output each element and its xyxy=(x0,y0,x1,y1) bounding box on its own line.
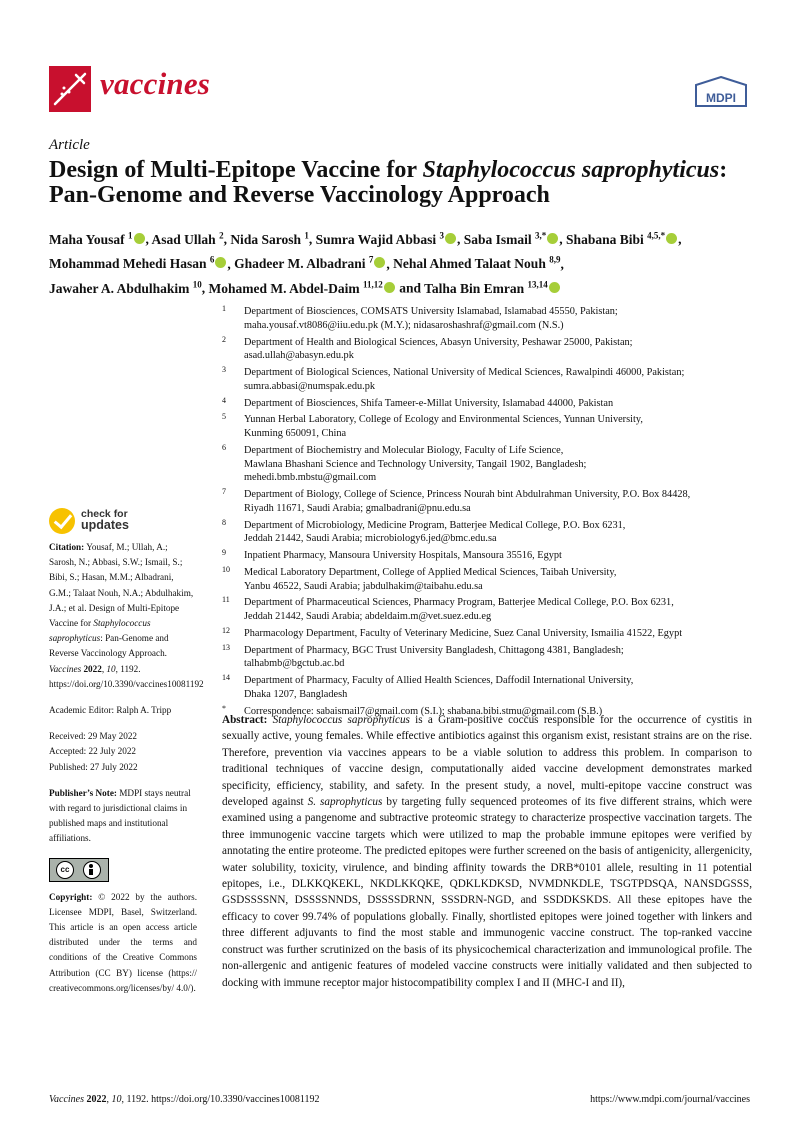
affiliation-number: 9 xyxy=(222,548,226,557)
author-affiliation-sup: 1 xyxy=(128,230,133,240)
author-affiliation-sup: 8,9 xyxy=(549,254,561,265)
author-name: Sumra Wajid Abbasi xyxy=(315,231,437,247)
citation-species: Staphylococcus saprophyticus xyxy=(49,618,151,644)
affiliation-line: Yunnan Herbal Laboratory, College of Ecology and Environmental Sciences, Yunnan University, xyxy=(244,414,643,426)
abstract-text1: is a Gram-positive coccus responsible for the occurrence of cystitis in sexually active, young females. While effective antibiotics against this organism exist, resistant strains are on the rise. Therefore, prevention via vaccines appears to be a viable solution to address this problem. In comparison to traditional techniques of vaccine design, computationally aided vaccine development demonstrates marked specificity, efficiency, stability, and safety. In the present study, a novel, multi-epitope vaccine construct was developed against xyxy=(222,714,753,809)
affiliation-item xyxy=(222,674,762,701)
affiliation-number: 12 xyxy=(222,625,230,635)
publisher-name: MDPI xyxy=(706,91,736,105)
title-part1: Design of Multi-Epitope Vaccine for xyxy=(49,157,423,183)
affiliations xyxy=(222,305,762,721)
affiliation-line: Department of Biological Sciences, National University of Medical Sciences, Rawalpindi 46000, Pakistan; xyxy=(244,367,685,378)
affiliation-item xyxy=(222,336,762,363)
affiliation-number: 14 xyxy=(222,673,230,683)
footer-citation: Vaccines 2022, 10, 1192. https://doi.org/10.3390/vaccines10081192 xyxy=(49,1094,320,1105)
author-name: Shabana Bibi xyxy=(566,231,644,247)
publisher-note-label: Publisher’s Note: xyxy=(49,787,117,798)
author-affiliation-sup: 11,12 xyxy=(363,279,383,289)
affiliation-item xyxy=(222,366,762,393)
copyright-label: Copyright: xyxy=(49,891,93,902)
affiliation-item xyxy=(222,413,762,440)
affiliation-number: 11 xyxy=(222,595,230,605)
sidebar xyxy=(49,540,204,996)
affiliation-line: Department of Biochemistry and Molecular Biology, Faculty of Life Science, xyxy=(244,444,564,456)
footer-journal-url[interactable]: https://www.mdpi.com/journal/vaccines xyxy=(590,1094,750,1105)
copyright xyxy=(49,890,197,996)
affiliation-number: 8 xyxy=(222,517,226,527)
affiliation-item xyxy=(222,644,762,671)
cc-icon: cc xyxy=(56,861,74,879)
cc-by-license-logo[interactable] xyxy=(49,858,109,882)
publisher-note xyxy=(49,786,197,847)
author-affiliation-sup: 13,14 xyxy=(527,279,548,289)
footer-doi-link[interactable]: , 1192. https://doi.org/10.3390/vaccines10081192 xyxy=(121,1094,320,1105)
author-name: Ghadeer M. Albadrani xyxy=(234,256,366,271)
publisher-note-text: MDPI stays neutral with regard to jurisdictional claims in published maps and institutional affiliations. xyxy=(49,787,191,844)
author[interactable] xyxy=(49,281,202,296)
author[interactable] xyxy=(152,232,224,247)
author-name: Jawaher A. Abdulhakim xyxy=(49,280,190,296)
affiliation-number: 3 xyxy=(222,365,226,374)
affiliation-line: maha.yousaf.vt8086@iiu.edu.pk (M.Y.); nidasaroshashraf@gmail.com (N.S.) xyxy=(244,319,564,331)
affiliation-line: Department of Biosciences, Shifa Tameer-e-Millat University, Islamabad 44000, Pakistan xyxy=(244,397,614,409)
affiliation-line: Jeddah 21442, Saudi Arabia; microbiology6.jed@bmc.edu.sa xyxy=(244,533,497,545)
received-date: Received: 29 May 2022 xyxy=(49,731,138,742)
affiliation-line: Medical Laboratory Department, College of Applied Medical Sciences, Taibah University, xyxy=(244,566,617,578)
author-name: Nehal Ahmed Talaat Nouh xyxy=(393,256,546,271)
citation-label: Citation: xyxy=(49,542,85,552)
affiliation-number: 5 xyxy=(222,412,226,422)
affiliation-number: 2 xyxy=(222,334,226,344)
author[interactable] xyxy=(49,232,146,247)
orcid-icon[interactable] xyxy=(384,282,395,293)
journal-name: vaccines xyxy=(100,66,211,101)
citation-text: Yousaf, M.; Ullah, A.; Sarosh, N.; Abbasi, S.W.; Ismail, S.; Bibi, S.; Hasan, M.M.; Albadrani, G.M.; Talaat Nouh, N.A.; Abdulhakim, J.A.; et al. Design of Multi-Epitope Vaccine for xyxy=(49,542,194,629)
affiliation-line: Department of Biology, College of Science, Princess Nourah bint Abdulrahman University, P.O. Box 84428, xyxy=(244,489,691,500)
affiliation-item xyxy=(222,519,762,546)
affiliation-line: Department of Pharmacy, Faculty of Allied Health Sciences, Daffodil International University, xyxy=(244,675,634,687)
author-affiliation-sup: 7 xyxy=(368,254,374,265)
footer-year: 2022 xyxy=(86,1094,107,1105)
affiliation-number: 10 xyxy=(222,564,230,574)
affiliation-line: Department of Pharmaceutical Sciences, Pharmacy Program, Batterjee Medical College, P.O. Box 6231, xyxy=(244,597,674,609)
affiliation-line: Yanbu 46522, Saudi Arabia; jabdulhakim@taibahu.edu.sa xyxy=(244,580,483,592)
citation-journal: Vaccines xyxy=(49,663,82,674)
affiliation-line: Correspondence: sabaismail7@gmail.com (S.I.); shabana.bibi.stmu@gmail.com (S.B.) xyxy=(244,705,603,717)
affiliation-item xyxy=(222,488,762,515)
check-updates-icon xyxy=(49,508,75,534)
affiliation-line: talhabmb@bgctub.ac.bd xyxy=(244,658,345,670)
abstract-species-short: S. saprophyticus xyxy=(307,796,383,809)
affiliation-line: asad.ullah@abasyn.edu.pk xyxy=(244,350,354,362)
author-name: Mohammad Mehedi Hasan xyxy=(49,256,207,271)
affiliation-item xyxy=(222,397,762,411)
author-affiliation-sup: 6 xyxy=(209,254,215,265)
affiliation-line: Riyadh 11671, Saudi Arabia; gmalbadrani@pnu.edu.sa xyxy=(244,502,471,514)
author-name: Asad Ullah xyxy=(151,231,216,247)
affiliation-number: 7 xyxy=(222,487,226,496)
accepted-date: Accepted: 22 July 2022 xyxy=(49,746,137,757)
affiliation-line: Jeddah 21442, Saudi Arabia; abdeldaim.m@vet.suez.edu.eg xyxy=(244,611,492,622)
author[interactable] xyxy=(464,232,560,247)
publisher-logo xyxy=(694,76,748,108)
author-list: Maha Yousaf $^1$ , Asad Ullah $^2$, Nida Sarosh $^1$, Sumra Wajid Abbasi $^3$ , Saba Ismail $^{3,*}$ , Shabana Bibi $^{4,5,*}$ , Mohammad Mehedi Hasan $^6$ , Ghadeer M. Albadrani $^7$ , Nehal Ahmed Talaat Nouh $^{8,9}$, Jawaher A. Abdulhakim $^{10}$, Mohamed M. Abdel-Daim $^{11,12}$ and Talha Bin Emran $^{13,14}$ xyxy=(49,230,682,296)
author-affiliation-sup: 3,* xyxy=(535,230,547,240)
author[interactable] xyxy=(393,256,560,271)
author[interactable] xyxy=(209,281,396,296)
author[interactable] xyxy=(230,232,309,247)
author-affiliation-sup: 1 xyxy=(304,230,309,240)
check-updates-line2: updates xyxy=(81,518,129,532)
published-date: Published: 27 July 2022 xyxy=(49,761,138,772)
citation-text2: : Pan-Genome and Reverse Vaccinology Approach. xyxy=(49,633,169,659)
author-affiliation-sup: 4,5,* xyxy=(647,230,666,240)
footer-volume: 10 xyxy=(111,1094,122,1105)
affiliation-line: Kunming 650091, China xyxy=(244,428,347,439)
author-name: Mohamed M. Abdel-Daim xyxy=(208,280,360,296)
syringe-icon xyxy=(49,66,91,112)
citation: Citation: Yousaf, M.; Ullah, A.; Sarosh, N.; Abbasi, S.W.; Ismail, S.; Bibi, S.; Hasan, M.M.; Albadrani, G.M.; Talaat Nouh, N.A.; Abdulhakim, J.A.; et al. Design of Multi-Epitope Vaccine for Staphylococcus saprophyticus: Pan-Genome and Reverse Vaccinology Approach. Vaccines 2022, 10, 1192. https://doi.org/10.3390/vaccines10081192 xyxy=(49,542,204,689)
title-part2: : Pan-Genome and Reverse Vaccinology Approach xyxy=(49,157,728,208)
author[interactable] xyxy=(316,232,457,247)
affiliation-line: Department of Biosciences, COMSATS University Islamabad, Islamabad 45550, Pakistan; xyxy=(244,306,618,317)
citation-volume: 10 xyxy=(106,663,116,674)
footer-journal: Vaccines xyxy=(49,1094,84,1105)
author-name: Maha Yousaf xyxy=(49,231,125,247)
affiliation-number: 4 xyxy=(222,395,226,405)
author[interactable] xyxy=(566,232,678,247)
affiliation-item xyxy=(222,596,762,623)
affiliation-item xyxy=(222,566,762,593)
author-name: Nida Sarosh xyxy=(230,231,301,247)
article-type: Article xyxy=(49,137,90,153)
author-affiliation-sup: 3 xyxy=(439,230,445,240)
affiliation-line: Inpatient Pharmacy, Mansoura University Hospitals, Mansoura 35516, Egypt xyxy=(244,550,562,561)
abstract-species: Staphylococcus saprophyticus xyxy=(272,714,410,726)
orcid-icon[interactable] xyxy=(215,257,226,268)
affiliation-line: Mawlana Bhashani Science and Technology University, Tangail 1902, Bangladesh; xyxy=(244,458,587,470)
affiliation-line: Department of Microbiology, Medicine Program, Batterjee Medical College, P.O. Box 6231, xyxy=(244,519,626,531)
affiliation-item xyxy=(222,305,762,332)
copyright-text: © 2022 by the authors. Licensee MDPI, Basel, Switzerland. This article is an open access article distributed under the terms and conditions of the Creative Commons Attribution (CC BY) license (https:// creativecommons.org/licenses/by/ 4.0/). xyxy=(49,891,197,993)
academic-editor: Academic Editor: Ralph A. Tripp xyxy=(49,705,172,716)
author-name: Talha Bin Emran xyxy=(424,280,525,296)
orcid-icon[interactable] xyxy=(547,233,558,244)
abstract xyxy=(222,712,752,991)
affiliation-item xyxy=(222,444,762,485)
affiliation-line: sumra.abbasi@numspak.edu.pk xyxy=(244,380,376,392)
affiliation-line: Pharmacology Department, Faculty of Veterinary Medicine, Suez Canal University, Ismailia 41522, Egypt xyxy=(244,627,683,639)
abstract-label: Abstract: xyxy=(222,714,268,726)
affiliation-line: Department of Pharmacy, BGC Trust University Bangladesh, Chittagong 4381, Bangladesh; xyxy=(244,644,624,656)
affiliation-item xyxy=(222,627,762,641)
orcid-icon[interactable] xyxy=(134,233,145,244)
orcid-icon[interactable] xyxy=(445,233,456,244)
author[interactable] xyxy=(234,256,386,271)
affiliation-number: 6 xyxy=(222,442,226,452)
abstract-text2: by targeting fully sequenced proteomes of its five different strains, which were examined using a pangenome and subtractive proteomic strategy to characterize prospective vaccination targets. The three immunogenic vaccine targets which were utilized to map the probable immune epitopes were verified by annotating the entire proteome. The predicted epitopes were further screened on the basis of antigenicity, allergenicity, water solubility, toxicity, virulence, and binding affinity towards the DRB*0101 allele, resulting in 11 potential epitopes, i.e., DLKKQKEKL, NKDLKKQKE, QDKLKDKSD, NVMDNKDLE, TSGTPDSQA, NANSDGSSS, GSDSSSSNN, DSSSSNNDS, DSSSSDRNN, SSSDRN-NGD, and SSDDKSKDS. All these epitopes have the efficacy to cover 99.74% of populations globally. Finally, shortlisted epitopes were joined together with linkers and three different adjuvants to find the most stable and immunogenic vaccine construct. The top-ranked vaccine construct was further scrutinized on the basis of its physicochemical characterization and immunological profile. The non-allergenic and antigenic features of modeled vaccine constructs were initially validated and then subjected to docking with immune receptor major histocompatibility complex I and II (MHC-I and II), xyxy=(222,796,752,989)
affiliation-number: 13 xyxy=(222,642,230,652)
citation-year: 2022 xyxy=(83,663,102,674)
check-for-updates-button[interactable] xyxy=(49,508,169,538)
check-updates-line1: check for xyxy=(81,508,128,520)
by-person-icon xyxy=(83,861,101,879)
orcid-icon[interactable] xyxy=(374,257,385,268)
journal-logo xyxy=(49,66,91,112)
affiliation-line: Dhaka 1207, Bangladesh xyxy=(244,688,348,700)
orcid-icon[interactable] xyxy=(549,282,560,293)
orcid-icon[interactable] xyxy=(666,233,677,244)
author-affiliation-sup: 2 xyxy=(219,230,224,240)
author-name: Saba Ismail xyxy=(463,231,532,247)
author[interactable] xyxy=(49,256,227,271)
affiliation-item xyxy=(222,549,762,563)
article-title xyxy=(49,158,769,208)
affiliation-line: mehedi.bmb.mbstu@gmail.com xyxy=(244,472,377,484)
author[interactable] xyxy=(424,281,561,296)
author-affiliation-sup: 10 xyxy=(192,279,202,289)
citation-doi-link[interactable]: , 1192. https://doi.org/10.3390/vaccines10081192 xyxy=(49,663,204,689)
affiliation-number: 1 xyxy=(222,304,226,313)
affiliation-number: * xyxy=(222,703,226,713)
title-species: Staphylococcus saprophyticus xyxy=(422,157,720,183)
affiliation-line: Department of Health and Biological Sciences, Abasyn University, Peshawar 25000, Pakistan; xyxy=(244,336,633,348)
